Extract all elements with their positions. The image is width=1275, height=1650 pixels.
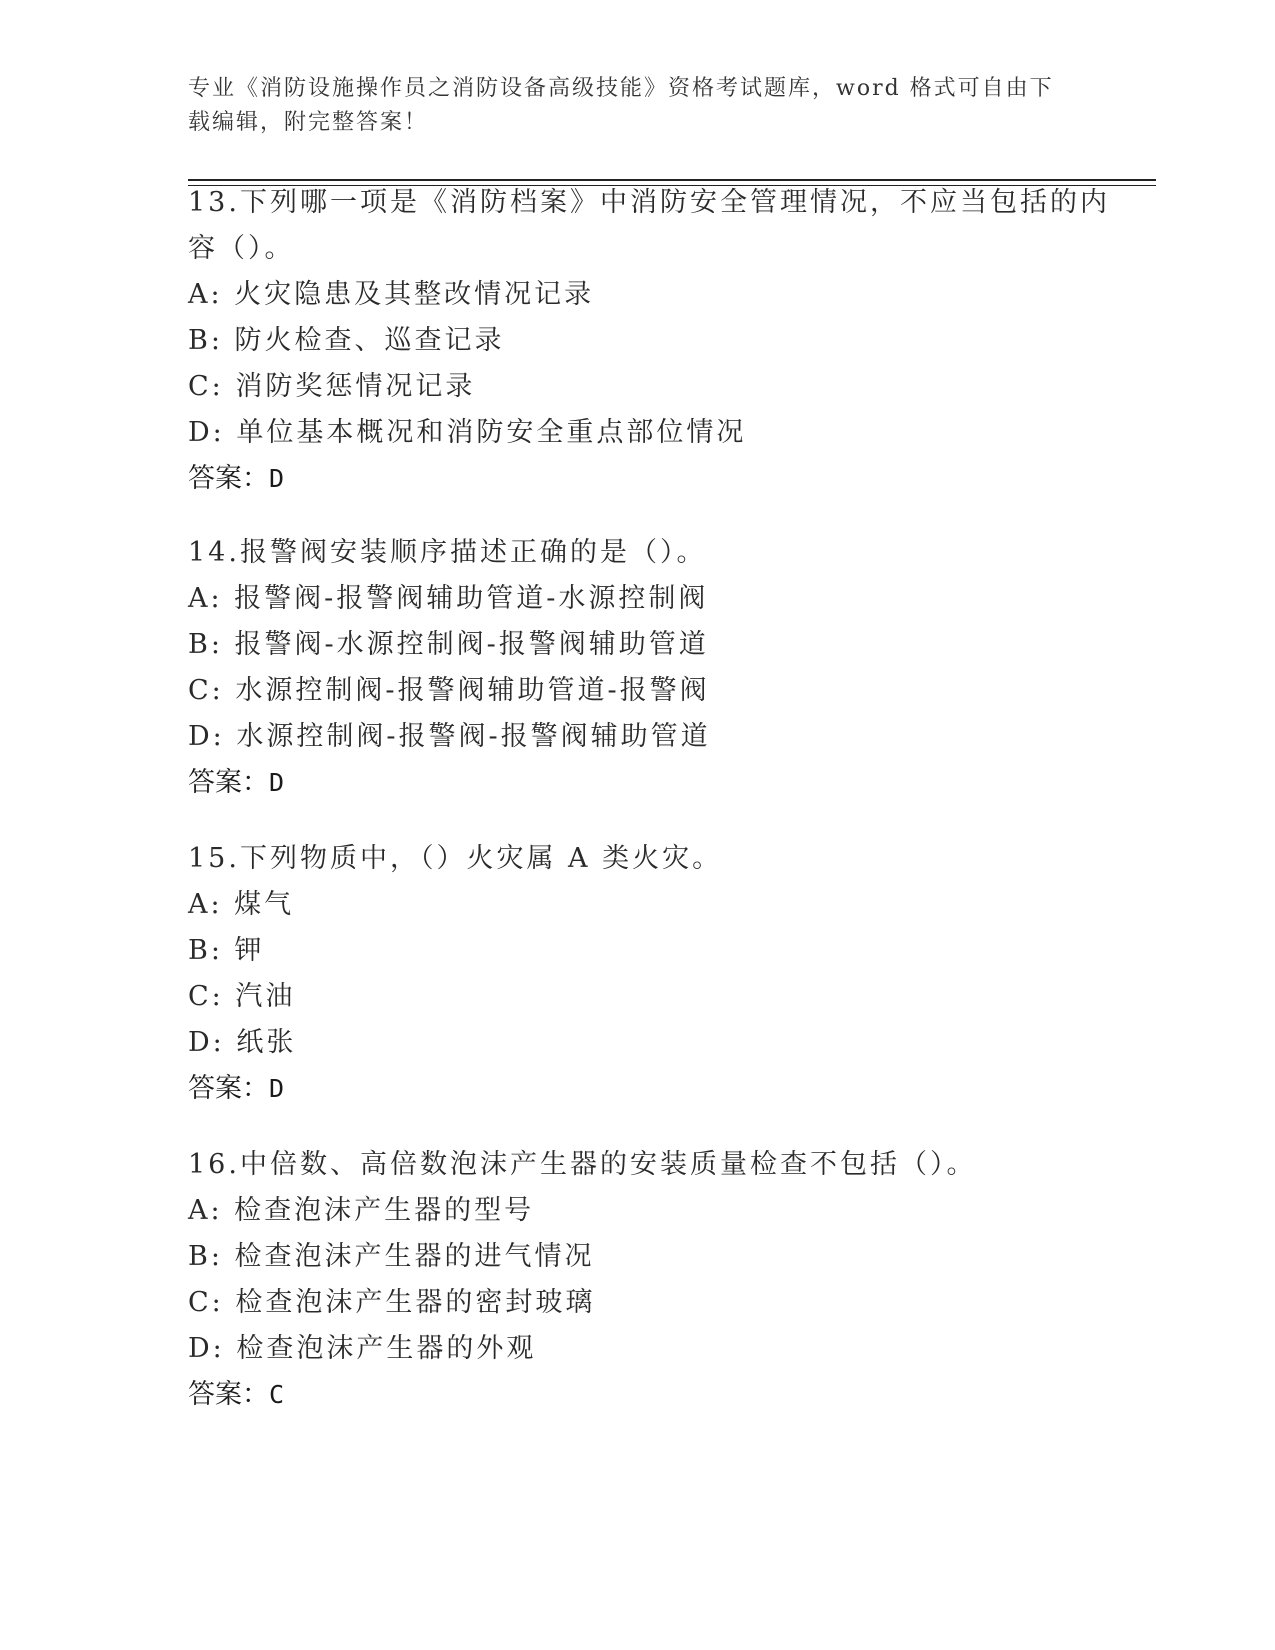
option-b: B: 钾 (188, 935, 265, 966)
question-14 (188, 530, 1088, 806)
option-d: D: 检查泡沫产生器的外观 (188, 1333, 537, 1364)
question-13 (188, 180, 1110, 502)
answer-value: D (269, 1074, 285, 1103)
question-stem: 16.中倍数、高倍数泡沫产生器的安装质量检查不包括（）。 (188, 1149, 977, 1180)
option-a: A: 火灾隐患及其整改情况记录 (188, 279, 595, 310)
option-a: A: 煤气 (188, 889, 295, 920)
option-d: D: 水源控制阀-报警阀-报警阀辅助管道 (188, 721, 711, 752)
option-a: A: 检查泡沫产生器的型号 (188, 1195, 535, 1226)
question-stem: 13.下列哪一项是《消防档案》中消防安全管理情况，不应当包括的内 (188, 187, 1110, 218)
answer-line (188, 1066, 1088, 1112)
option-d: D: 纸张 (188, 1027, 297, 1058)
question-stem-continued: 容（）。 (188, 233, 295, 264)
option-c: C: 检查泡沫产生器的密封玻璃 (188, 1287, 596, 1318)
option-c: C: 水源控制阀-报警阀辅助管道-报警阀 (188, 675, 710, 706)
answer-value: D (269, 464, 285, 493)
header-line-1: 专业《消防设施操作员之消防设备高级技能》资格考试题库，word 格式可自由下 (188, 76, 1054, 101)
question-stem: 14.报警阀安装顺序描述正确的是（）。 (188, 537, 707, 568)
answer-value: D (269, 768, 285, 797)
answer-label: 答案： (188, 1073, 269, 1104)
option-b: B: 防火检查、巡查记录 (188, 325, 505, 356)
document-header (188, 72, 1068, 140)
answer-line (188, 456, 1088, 502)
option-b: B: 报警阀-水源控制阀-报警阀辅助管道 (188, 629, 709, 660)
answer-label: 答案： (188, 463, 269, 494)
answer-line (188, 1372, 1088, 1418)
answer-label: 答案： (188, 1379, 269, 1410)
question-16 (188, 1142, 1088, 1418)
option-b: B: 检查泡沫产生器的进气情况 (188, 1241, 595, 1272)
question-15 (188, 836, 1088, 1112)
option-c: C: 消防奖惩情况记录 (188, 371, 476, 402)
answer-value: C (269, 1380, 285, 1409)
answer-line (188, 760, 1088, 806)
header-line-2: 载编辑，附完整答案！ (188, 110, 429, 135)
question-stem: 15.下列物质中，（）火灾属 A 类火灾。 (188, 843, 723, 874)
option-d: D: 单位基本概况和消防安全重点部位情况 (188, 417, 747, 448)
answer-label: 答案： (188, 767, 269, 798)
option-a: A: 报警阀-报警阀辅助管道-水源控制阀 (188, 583, 709, 614)
option-c: C: 汽油 (188, 981, 296, 1012)
